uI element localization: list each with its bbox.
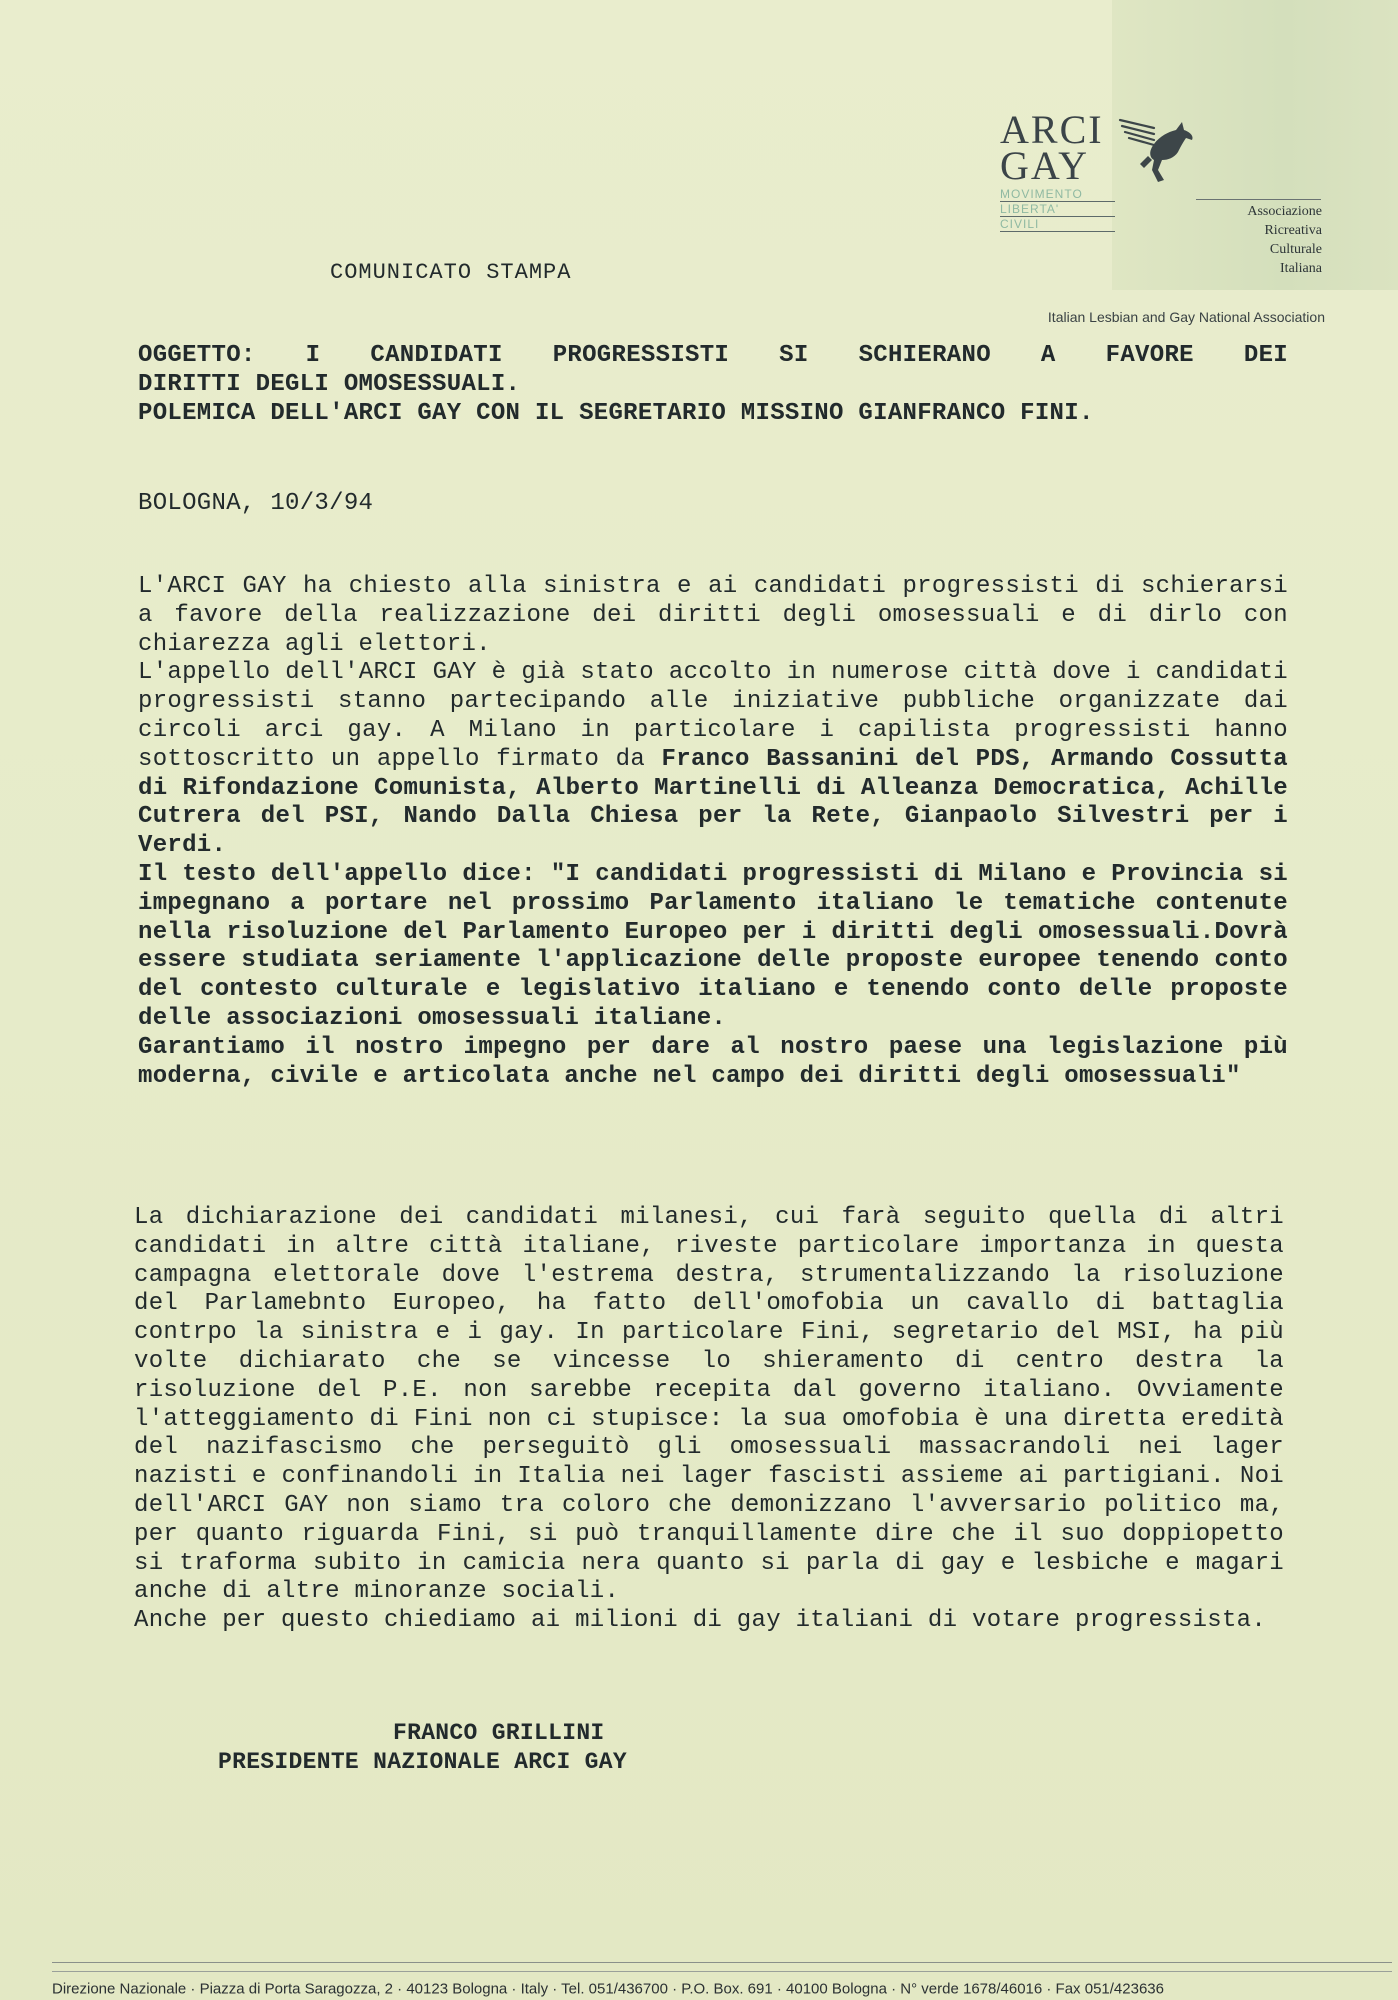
logo-sub-movimento: MOVIMENTO — [1000, 187, 1115, 202]
paragraph-3: Il testo dell'appello dice: "I candidati progressisti di Milano e Provincia si impegnano a portare nel prossimo Parlamento italiano le tematiche contenute nella risoluzione del Parlamento Europeo per i diritti degli omosessuali.Dovrà essere studiata seriamente l'applicazione delle proposte europee tenendo conto del contesto culturale e legislativo italiano e tenendo conto delle proposte delle associazioni omosessuali italiane. — [138, 860, 1288, 1032]
signatories: Franco Bassanini del PDS, Armando Cossutta di Rifondazione Comunista, Alberto Martinelli di Alleanza Democratica, Achille Cutrera del PSI, Nando Dalla Chiesa per la Rete, Gianpaolo Silvestri per i Verdi. — [138, 745, 1288, 860]
subject-line-3: POLEMICA DELL'ARCI GAY CON IL SEGRETARIO MISSINO GIANFRANCO FINI. — [138, 399, 1094, 427]
assoc-line: Italiana — [1280, 261, 1322, 276]
footer-address: Direzione Nazionale · Piazza di Porta Saragozza, 2 · 40123 Bologna · Italy · Tel. 051/436700 · P.O. Box. 691 · 40100 Bologna · N° verde 1678/46016 · Fax 051/423636 — [52, 1980, 1164, 1998]
body-part-2 — [134, 1204, 1284, 1636]
subject-line-1: OGGETTO: I CANDIDATI PROGRESSISTI SI SCHIERANO A FAVORE DEI — [138, 342, 1288, 369]
paragraph-2 — [138, 659, 1288, 861]
national-association-line: Italian Lesbian and Gay National Association — [1047, 309, 1325, 325]
arci-gay-logo — [1000, 107, 1210, 272]
body-part-1 — [138, 573, 1288, 1091]
logo-sub-civili: CIVILI — [1000, 217, 1115, 232]
place-date: BOLOGNA, 10/3/94 — [138, 490, 374, 517]
signature-name: FRANCO GRILLINI — [393, 1720, 605, 1746]
letterhead-rule — [1196, 199, 1321, 200]
footer-rule — [52, 1971, 1392, 1972]
paragraph-1: L'ARCI GAY ha chiesto alla sinistra e ai candidati progressisti di schierarsi a favore della realizzazione dei diritti degli omosessuali e di dirlo con chiarezza agli elettori. — [138, 573, 1288, 658]
association-block — [1247, 202, 1322, 278]
paragraph-4: Garantiamo il nostro impegno per dare al nostro paese una legislazione più moderna, civile e articolata anche nel campo dei diritti degli omosessuali" — [138, 1033, 1288, 1090]
document-kind: COMUNICATO STAMPA — [330, 260, 572, 285]
subject-block — [138, 342, 1288, 428]
footer-rule — [52, 1962, 1392, 1963]
paragraph-2-text: L'appello dell'ARCI GAY è già stato accolto in numerose città dove i candidati progressisti stanno partecipando alle iniziative pubbliche organizzate dai circoli arci gay. A Milano in particolare i capilista progressisti hanno sottoscritto un appello firmato da — [138, 659, 1288, 773]
assoc-line: Culturale — [1269, 242, 1322, 257]
logo-sub-liberta: LIBERTA' — [1000, 202, 1115, 217]
paragraph-5: La dichiarazione dei candidati milanesi, cui farà seguito quella di altri candidati in altre città italiane, riveste particolare importanza in questa campagna elettorale dove l'estrema destra, strumentalizzando la risoluzione del Parlamebnto Europeo, ha fatto dell'omofobia un cavallo di battaglia contrpo la sinistra e i gay. In particolare Fini, segretario del MSI, ha più volte dichiarato che se vincesse lo shieramento di centro destra la risoluzione del P.E. non sarebbe recepita dal governo italiano. Ovviamente l'atteggiamento di Fini non ci stupisce: la sua omofobia è una diretta eredità del nazifascismo che perseguitò gli omosessuali massacrandoli nei lager nazisti e confinandoli in Italia nei lager fascisti assieme ai partigiani. Noi dell'ARCI GAY non siamo tra coloro che demonizzano l'avversario politico ma, per quanto riguarda Fini, si può tranquillamente dire che il suo doppiopetto si traforma subito in camicia nera quanto si parla di gay e lesbiche e magari anche di altre minoranze sociali. — [134, 1204, 1284, 1606]
assoc-line: Ricreativa — [1264, 223, 1322, 238]
paragraph-6: Anche per questo chiediamo ai milioni di gay italiani di votare progressista. — [134, 1607, 1267, 1635]
logo-word-arci: ARCI — [1000, 107, 1104, 152]
signature-role: PRESIDENTE NAZIONALE ARCI GAY — [218, 1749, 627, 1775]
subject-line-2: DIRITTI DEGLI OMOSESSUALI. — [138, 370, 521, 398]
winged-horse-icon — [1118, 114, 1198, 186]
logo-word-gay: GAY — [1000, 143, 1089, 188]
assoc-line: Associazione — [1247, 204, 1322, 219]
